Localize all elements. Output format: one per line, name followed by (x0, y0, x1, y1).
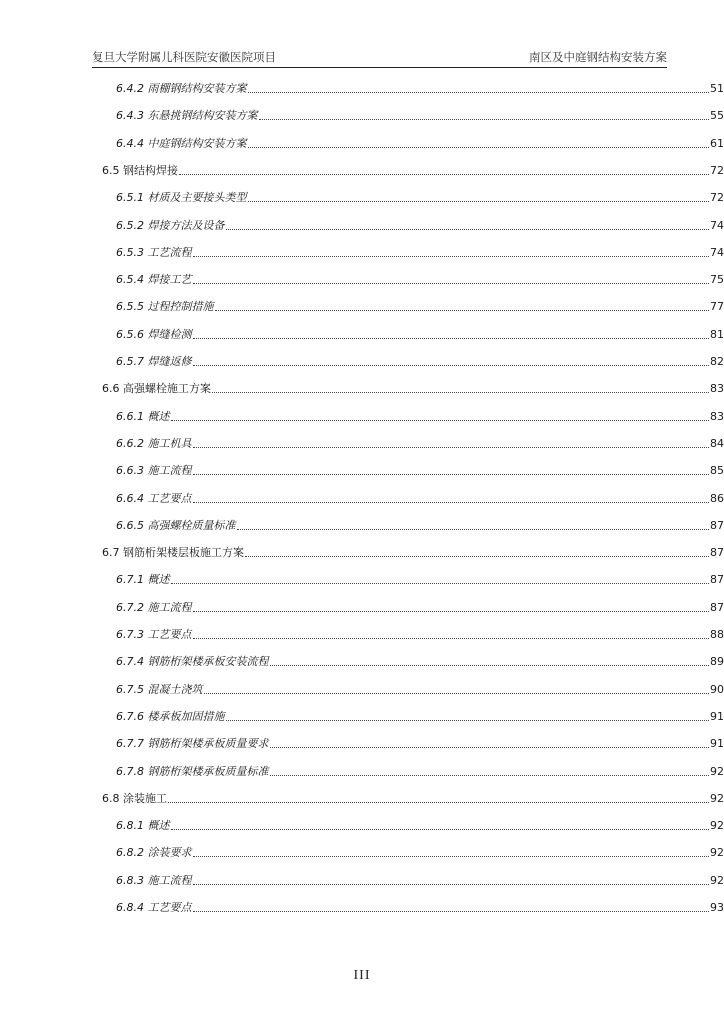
toc-entry-text: 混凝土浇筑 (147, 682, 203, 696)
toc-entry-title (116, 519, 236, 533)
toc-dot-leader (270, 746, 710, 748)
toc-entry-text: 焊缝检测 (147, 327, 192, 341)
toc-entry-text: 焊缝返修 (147, 355, 192, 368)
toc-dot-leader (248, 91, 710, 93)
toc-entry-page: 87 (710, 518, 724, 532)
toc-entry[interactable] (0, 624, 724, 642)
toc-entry-number: 6.7.3 (116, 628, 144, 641)
toc-dot-leader (245, 555, 709, 557)
toc-entry-number: 6.7.1 (116, 573, 144, 587)
toc-dot-leader (193, 473, 710, 475)
toc-entry-title (116, 901, 192, 915)
toc-entry-number: 6.6.3 (116, 464, 144, 478)
toc-entry-number: 6.8 (102, 791, 120, 805)
toc-entry[interactable] (0, 569, 724, 587)
toc-entry-page: 83 (710, 409, 724, 423)
toc-entry-page: 72 (710, 163, 724, 177)
toc-entry-page: 87 (710, 600, 724, 614)
toc-entry[interactable] (0, 324, 724, 342)
toc-entry[interactable] (0, 215, 724, 233)
toc-dot-leader (193, 637, 710, 639)
toc-entry-title (116, 819, 170, 833)
toc-entry-text: 钢结构焊接 (123, 163, 178, 177)
toc-entry-number: 6.7.7 (116, 737, 144, 751)
toc-entry[interactable] (0, 269, 724, 287)
toc-entry-text: 概述 (147, 819, 170, 833)
toc-entry-title (116, 492, 192, 506)
toc-entry-text: 工艺流程 (147, 245, 192, 259)
toc-entry-title (116, 874, 192, 888)
toc-entry-page: 92 (710, 846, 724, 860)
toc-entry-title (116, 737, 269, 751)
toc-dot-leader (193, 855, 710, 857)
toc-entry-title (116, 355, 192, 369)
toc-entry-text: 钢筋桁架楼承板安装流程 (147, 655, 269, 669)
toc-dot-leader (237, 528, 710, 530)
toc-entry-text: 东悬挑钢结构安装方案 (147, 109, 258, 123)
toc-entry-page: 90 (710, 682, 724, 696)
toc-entry-number: 6.4.4 (116, 136, 144, 150)
toc-entry[interactable] (0, 460, 724, 478)
toc-entry-title (116, 601, 192, 615)
toc-entry-text: 施工流程 (147, 464, 192, 478)
toc-entry-page: 91 (710, 737, 724, 751)
toc-entry[interactable] (0, 296, 724, 314)
toc-entry-title (116, 410, 170, 424)
toc-dot-leader (248, 200, 710, 202)
toc-entry[interactable] (0, 351, 724, 369)
toc-entry-number: 6.6.1 (116, 409, 144, 423)
toc-entry-number: 6.5 (102, 163, 120, 177)
toc-entry-page: 51 (710, 82, 724, 95)
toc-entry-text: 楼承板加固措施 (147, 709, 225, 723)
toc-entry-page: 74 (710, 245, 724, 259)
toc-entry-page: 87 (710, 573, 724, 587)
toc-dot-leader (226, 228, 710, 230)
toc-dot-leader (248, 146, 710, 148)
toc-entry-title (116, 82, 247, 96)
toc-entry-page: 77 (710, 300, 724, 314)
toc-dot-leader (193, 610, 710, 612)
toc-entry-title (116, 328, 192, 342)
toc-entry-number: 6.5.2 (116, 218, 144, 232)
toc-entry-page: 55 (710, 109, 724, 123)
toc-dot-leader (193, 910, 710, 912)
toc-entry[interactable] (0, 105, 724, 123)
toc-entry-title (102, 164, 178, 178)
toc-entry-page: 92 (710, 764, 724, 778)
page-number: III (353, 968, 371, 983)
toc-dot-leader (226, 719, 710, 721)
toc-entry[interactable] (0, 160, 724, 178)
toc-entry-title (102, 546, 244, 560)
toc-entry-number: 6.5.6 (116, 327, 144, 341)
toc-entry-text: 工艺要点 (147, 491, 192, 505)
toc-dot-leader (171, 419, 710, 421)
toc-dot-leader (168, 801, 709, 803)
toc-entry-number: 6.6.2 (116, 436, 144, 450)
header-project-title: 复旦大学附属儿科医院安徽医院项目 (92, 50, 276, 64)
toc-entry[interactable] (0, 679, 724, 697)
toc-dot-leader (179, 173, 709, 175)
toc-dot-leader (171, 828, 710, 830)
toc-entry-page: 84 (710, 436, 724, 450)
toc-dot-leader (259, 118, 710, 120)
toc-entry-page: 92 (710, 819, 724, 833)
toc-entry-page: 83 (710, 382, 724, 396)
toc-entry-title (116, 300, 214, 314)
toc-dot-leader (193, 364, 710, 366)
toc-entry-title (102, 792, 167, 806)
toc-entry-number: 6.7 (102, 546, 120, 560)
toc-entry[interactable] (0, 651, 724, 669)
toc-entry-text: 涂装要求 (147, 846, 192, 860)
toc-entry-number: 6.4.3 (116, 109, 144, 123)
toc-dot-leader (204, 692, 710, 694)
toc-entry-number: 6.5.5 (116, 300, 144, 314)
toc-entry-title (116, 628, 192, 642)
toc-entry[interactable] (0, 488, 724, 506)
toc-entry-title (116, 464, 192, 478)
toc-dot-leader (193, 883, 710, 885)
toc-entry-text: 中庭钢结构安装方案 (147, 136, 247, 150)
toc-dot-leader (193, 255, 710, 257)
toc-entry-page: 87 (710, 546, 724, 560)
toc-entry-number: 6.7.2 (116, 600, 144, 614)
toc-entry-number: 6.7.8 (116, 764, 144, 778)
toc-entry-text: 过程控制措施 (147, 300, 214, 314)
toc-entry-text: 概述 (147, 573, 170, 587)
toc-dot-leader (193, 501, 710, 503)
toc-entry-page: 81 (710, 327, 724, 341)
toc-entry-number: 6.7.6 (116, 709, 144, 723)
toc-dot-leader (212, 391, 709, 393)
toc-entry[interactable] (0, 133, 724, 151)
toc-entry-page: 91 (710, 709, 724, 723)
toc-dot-leader (270, 774, 710, 776)
toc-entry[interactable] (0, 542, 724, 560)
toc-entry-page: 72 (710, 191, 724, 205)
toc-entry[interactable] (0, 406, 724, 424)
header-document-title: 南区及中庭钢结构安装方案 (529, 50, 667, 64)
toc-entry[interactable] (0, 788, 724, 806)
toc-entry[interactable] (0, 78, 724, 96)
toc-entry-page: 85 (710, 464, 724, 478)
toc-entry-text: 焊接工艺 (147, 273, 192, 287)
toc-entry-number: 6.8.4 (116, 901, 144, 914)
toc-entry-page: 86 (710, 491, 724, 505)
toc-entry-title (116, 137, 247, 151)
toc-entry-text: 钢筋桁架楼层板施工方案 (123, 546, 244, 560)
toc-entry[interactable] (0, 515, 724, 533)
toc-entry-number: 6.6 (102, 382, 120, 396)
toc-entry-title (116, 437, 192, 451)
toc-entry-number: 6.7.5 (116, 682, 144, 696)
toc-entry-title (116, 573, 170, 587)
toc-entry-title (116, 109, 258, 123)
toc-entry-text: 涂装施工 (123, 791, 167, 805)
toc-entry-text: 钢筋桁架楼承板质量要求 (147, 737, 269, 751)
toc-entry[interactable] (0, 597, 724, 615)
toc-entry-number: 6.5.7 (116, 355, 144, 368)
toc-entry[interactable] (0, 433, 724, 451)
toc-entry[interactable] (0, 187, 724, 205)
toc-entry-number: 6.4.2 (116, 82, 144, 95)
toc-entry-page: 92 (710, 873, 724, 887)
toc-dot-leader (193, 337, 710, 339)
toc-entry-title (116, 683, 203, 697)
toc-entry-page: 74 (710, 218, 724, 232)
toc-entry-title (116, 273, 192, 287)
toc-entry-text: 高强螺栓施工方案 (123, 382, 211, 396)
toc-dot-leader (270, 664, 710, 666)
toc-entry-number: 6.7.4 (116, 655, 144, 669)
toc-entry-text: 高强螺栓质量标准 (147, 518, 236, 532)
toc-entry-page: 92 (710, 791, 724, 805)
toc-entry-title (116, 246, 192, 260)
toc-entry-number: 6.5.3 (116, 245, 144, 259)
toc-entry-text: 施工机具 (147, 436, 192, 450)
toc-entry-text: 钢筋桁架楼承板质量标准 (147, 764, 269, 778)
toc-entry-page: 89 (710, 655, 724, 669)
toc-entry[interactable] (0, 378, 724, 396)
toc-entry[interactable] (0, 761, 724, 779)
toc-entry-text: 材质及主要接头类型 (147, 191, 247, 205)
toc-entry-number: 6.5.1 (116, 191, 144, 205)
toc-entry-title (102, 382, 211, 396)
toc-entry-number: 6.8.1 (116, 819, 144, 833)
toc-entry-number: 6.5.4 (116, 273, 144, 287)
toc-entry-text: 工艺要点 (147, 901, 192, 914)
toc-entry-title (116, 765, 269, 779)
toc-entry-title (116, 219, 225, 233)
toc-entry[interactable] (0, 897, 724, 915)
toc-entry[interactable] (0, 870, 724, 888)
toc-entry-title (116, 655, 269, 669)
toc-dot-leader (171, 582, 710, 584)
toc-entry-title (116, 846, 192, 860)
toc-entry[interactable] (0, 242, 724, 260)
toc-dot-leader (193, 446, 710, 448)
toc-dot-leader (215, 309, 710, 311)
toc-entry[interactable] (0, 706, 724, 724)
toc-entry-page: 75 (710, 273, 724, 287)
toc-entry[interactable] (0, 842, 724, 860)
toc-entry[interactable] (0, 733, 724, 751)
toc-entry-text: 焊接方法及设备 (147, 218, 225, 232)
toc-entry-text: 施工流程 (147, 873, 192, 887)
toc-entry-title (116, 191, 247, 205)
toc-entry-number: 6.8.3 (116, 873, 144, 887)
toc-entry-page: 61 (710, 136, 724, 150)
toc-dot-leader (193, 282, 710, 284)
toc-entry-text: 雨棚钢结构安装方案 (147, 82, 247, 95)
toc-entry-page: 88 (710, 628, 724, 641)
toc-entry-text: 施工流程 (147, 600, 192, 614)
toc-entry-title (116, 710, 225, 724)
toc-entry-number: 6.6.4 (116, 491, 144, 505)
toc-entry-number: 6.6.5 (116, 518, 144, 532)
toc-entry-text: 概述 (147, 409, 170, 423)
toc-entry[interactable] (0, 815, 724, 833)
toc-entry-page: 82 (710, 355, 724, 368)
toc-entry-page: 93 (710, 901, 724, 914)
toc-entry-number: 6.8.2 (116, 846, 144, 860)
toc-entry-text: 工艺要点 (147, 628, 192, 641)
